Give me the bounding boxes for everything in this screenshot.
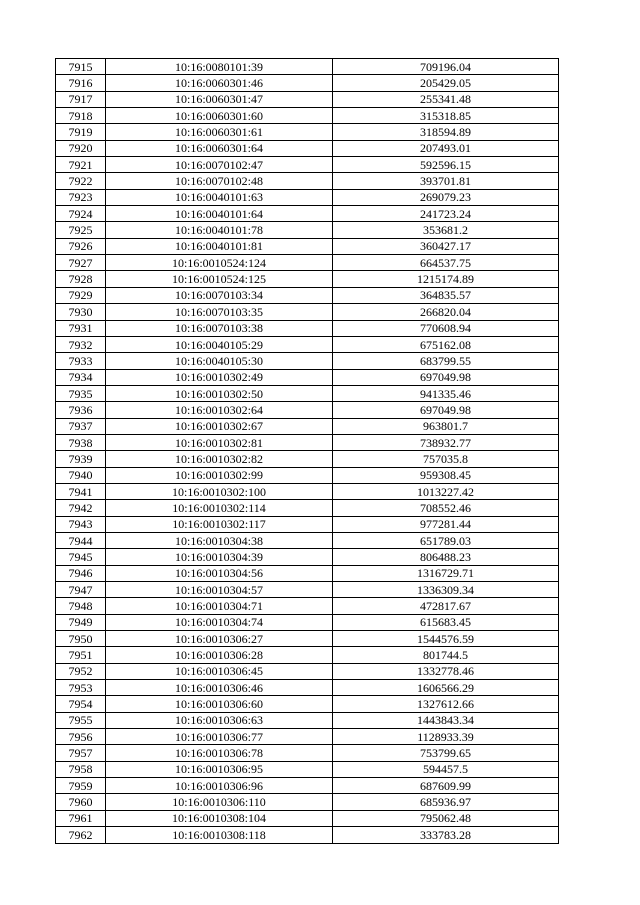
row-number-cell: 7941 xyxy=(56,483,106,499)
row-number-cell: 7962 xyxy=(56,827,106,843)
table-row xyxy=(56,124,559,140)
table-row xyxy=(56,385,559,401)
value-cell: 738932.77 xyxy=(333,434,559,450)
value-cell: 1013227.42 xyxy=(333,483,559,499)
cadastral-number-cell: 10:16:0010306:110 xyxy=(106,794,333,810)
row-number-cell: 7944 xyxy=(56,532,106,548)
table-row xyxy=(56,222,559,238)
table-row xyxy=(56,663,559,679)
table-row xyxy=(56,173,559,189)
value-cell: 360427.17 xyxy=(333,238,559,254)
value-cell: 241723.24 xyxy=(333,206,559,222)
table-row xyxy=(56,778,559,794)
value-cell: 592596.15 xyxy=(333,157,559,173)
row-number-cell: 7921 xyxy=(56,157,106,173)
cadastral-number-cell: 10:16:0060301:64 xyxy=(106,140,333,156)
cadastral-number-cell: 10:16:0070103:38 xyxy=(106,320,333,336)
cadastral-number-cell: 10:16:0010304:38 xyxy=(106,532,333,548)
row-number-cell: 7932 xyxy=(56,336,106,352)
value-cell: 683799.55 xyxy=(333,353,559,369)
table-row xyxy=(56,320,559,336)
table-row xyxy=(56,91,559,107)
cadastral-number-cell: 10:16:0040101:78 xyxy=(106,222,333,238)
row-number-cell: 7920 xyxy=(56,140,106,156)
table-row xyxy=(56,271,559,287)
row-number-cell: 7942 xyxy=(56,500,106,516)
cadastral-number-cell: 10:16:0010302:67 xyxy=(106,418,333,434)
table-row xyxy=(56,827,559,843)
table-row xyxy=(56,483,559,499)
row-number-cell: 7923 xyxy=(56,189,106,205)
row-number-cell: 7933 xyxy=(56,353,106,369)
cadastral-number-cell: 10:16:0010524:124 xyxy=(106,255,333,271)
cadastral-number-cell: 10:16:0010306:28 xyxy=(106,647,333,663)
cadastral-number-cell: 10:16:0010306:95 xyxy=(106,761,333,777)
value-cell: 1606566.29 xyxy=(333,680,559,696)
cadastral-number-cell: 10:16:0010524:125 xyxy=(106,271,333,287)
table-row xyxy=(56,631,559,647)
row-number-cell: 7936 xyxy=(56,402,106,418)
row-number-cell: 7930 xyxy=(56,304,106,320)
table-row xyxy=(56,500,559,516)
cadastral-number-cell: 10:16:0010302:50 xyxy=(106,385,333,401)
table-row xyxy=(56,336,559,352)
value-cell: 315318.85 xyxy=(333,108,559,124)
row-number-cell: 7953 xyxy=(56,680,106,696)
cadastral-number-cell: 10:16:0010306:63 xyxy=(106,712,333,728)
cadastral-number-cell: 10:16:0010304:57 xyxy=(106,582,333,598)
table-row xyxy=(56,238,559,254)
cadastral-number-cell: 10:16:0060301:61 xyxy=(106,124,333,140)
cadastral-number-cell: 10:16:0040101:64 xyxy=(106,206,333,222)
value-cell: 959308.45 xyxy=(333,467,559,483)
row-number-cell: 7931 xyxy=(56,320,106,336)
table-row xyxy=(56,369,559,385)
value-cell: 594457.5 xyxy=(333,761,559,777)
row-number-cell: 7961 xyxy=(56,810,106,826)
table-row xyxy=(56,516,559,532)
value-cell: 318594.89 xyxy=(333,124,559,140)
value-cell: 255341.48 xyxy=(333,91,559,107)
cadastral-number-cell: 10:16:0010308:104 xyxy=(106,810,333,826)
cadastral-number-cell: 10:16:0010306:78 xyxy=(106,745,333,761)
table-row xyxy=(56,614,559,630)
cadastral-number-cell: 10:16:0010302:82 xyxy=(106,451,333,467)
row-number-cell: 7952 xyxy=(56,663,106,679)
table-row xyxy=(56,467,559,483)
value-cell: 1332778.46 xyxy=(333,663,559,679)
row-number-cell: 7959 xyxy=(56,778,106,794)
table-row xyxy=(56,729,559,745)
table-row xyxy=(56,353,559,369)
value-cell: 393701.81 xyxy=(333,173,559,189)
table-row xyxy=(56,598,559,614)
row-number-cell: 7954 xyxy=(56,696,106,712)
row-number-cell: 7922 xyxy=(56,173,106,189)
cadastral-number-cell: 10:16:0070103:34 xyxy=(106,287,333,303)
row-number-cell: 7919 xyxy=(56,124,106,140)
value-cell: 205429.05 xyxy=(333,75,559,91)
row-number-cell: 7950 xyxy=(56,631,106,647)
row-number-cell: 7940 xyxy=(56,467,106,483)
cadastral-number-cell: 10:16:0010304:71 xyxy=(106,598,333,614)
cadastral-number-cell: 10:16:0010308:118 xyxy=(106,827,333,843)
table-row xyxy=(56,761,559,777)
row-number-cell: 7918 xyxy=(56,108,106,124)
value-cell: 770608.94 xyxy=(333,320,559,336)
table-row xyxy=(56,108,559,124)
cadastral-number-cell: 10:16:0010306:27 xyxy=(106,631,333,647)
row-number-cell: 7946 xyxy=(56,565,106,581)
cadastral-number-cell: 10:16:0010306:96 xyxy=(106,778,333,794)
row-number-cell: 7916 xyxy=(56,75,106,91)
cadastral-number-cell: 10:16:0010302:99 xyxy=(106,467,333,483)
cadastral-number-cell: 10:16:0070103:35 xyxy=(106,304,333,320)
table-row xyxy=(56,582,559,598)
row-number-cell: 7924 xyxy=(56,206,106,222)
row-number-cell: 7949 xyxy=(56,614,106,630)
table-row xyxy=(56,745,559,761)
value-cell: 801744.5 xyxy=(333,647,559,663)
row-number-cell: 7926 xyxy=(56,238,106,254)
value-cell: 472817.67 xyxy=(333,598,559,614)
cadastral-number-cell: 10:16:0010304:74 xyxy=(106,614,333,630)
table-row xyxy=(56,75,559,91)
value-cell: 687609.99 xyxy=(333,778,559,794)
table-row xyxy=(56,157,559,173)
value-cell: 1316729.71 xyxy=(333,565,559,581)
row-number-cell: 7938 xyxy=(56,434,106,450)
table-row xyxy=(56,189,559,205)
table-body xyxy=(56,59,559,844)
value-cell: 1544576.59 xyxy=(333,631,559,647)
row-number-cell: 7955 xyxy=(56,712,106,728)
cadastral-number-cell: 10:16:0010302:114 xyxy=(106,500,333,516)
row-number-cell: 7935 xyxy=(56,385,106,401)
table-row xyxy=(56,255,559,271)
cadastral-number-cell: 10:16:0010302:117 xyxy=(106,516,333,532)
value-cell: 1327612.66 xyxy=(333,696,559,712)
cadastral-number-cell: 10:16:0040101:81 xyxy=(106,238,333,254)
table-row xyxy=(56,794,559,810)
row-number-cell: 7927 xyxy=(56,255,106,271)
table-row xyxy=(56,565,559,581)
table-row xyxy=(56,59,559,75)
table-row xyxy=(56,696,559,712)
value-cell: 675162.08 xyxy=(333,336,559,352)
cadastral-number-cell: 10:16:0070102:48 xyxy=(106,173,333,189)
table-row xyxy=(56,712,559,728)
row-number-cell: 7958 xyxy=(56,761,106,777)
value-cell: 697049.98 xyxy=(333,402,559,418)
value-cell: 269079.23 xyxy=(333,189,559,205)
table-row xyxy=(56,418,559,434)
row-number-cell: 7915 xyxy=(56,59,106,75)
value-cell: 685936.97 xyxy=(333,794,559,810)
row-number-cell: 7957 xyxy=(56,745,106,761)
row-number-cell: 7928 xyxy=(56,271,106,287)
cadastral-number-cell: 10:16:0010302:64 xyxy=(106,402,333,418)
row-number-cell: 7960 xyxy=(56,794,106,810)
value-cell: 753799.65 xyxy=(333,745,559,761)
row-number-cell: 7943 xyxy=(56,516,106,532)
cadastral-number-cell: 10:16:0010304:39 xyxy=(106,549,333,565)
cadastral-number-cell: 10:16:0040101:63 xyxy=(106,189,333,205)
row-number-cell: 7947 xyxy=(56,582,106,598)
table-row xyxy=(56,810,559,826)
value-cell: 1215174.89 xyxy=(333,271,559,287)
cadastral-number-cell: 10:16:0080101:39 xyxy=(106,59,333,75)
table-row xyxy=(56,434,559,450)
cadastral-number-cell: 10:16:0010302:81 xyxy=(106,434,333,450)
cadastral-number-cell: 10:16:0010306:60 xyxy=(106,696,333,712)
table-row xyxy=(56,451,559,467)
cadastral-number-cell: 10:16:0010306:77 xyxy=(106,729,333,745)
value-cell: 266820.04 xyxy=(333,304,559,320)
cadastral-number-cell: 10:16:0010302:49 xyxy=(106,369,333,385)
value-cell: 963801.7 xyxy=(333,418,559,434)
row-number-cell: 7937 xyxy=(56,418,106,434)
value-cell: 941335.46 xyxy=(333,385,559,401)
value-cell: 364835.57 xyxy=(333,287,559,303)
table-row xyxy=(56,549,559,565)
table-row xyxy=(56,206,559,222)
table-row xyxy=(56,287,559,303)
cadastral-number-cell: 10:16:0070102:47 xyxy=(106,157,333,173)
cadastral-number-cell: 10:16:0040105:29 xyxy=(106,336,333,352)
row-number-cell: 7925 xyxy=(56,222,106,238)
value-cell: 795062.48 xyxy=(333,810,559,826)
table-row xyxy=(56,680,559,696)
row-number-cell: 7934 xyxy=(56,369,106,385)
value-cell: 664537.75 xyxy=(333,255,559,271)
row-number-cell: 7945 xyxy=(56,549,106,565)
row-number-cell: 7951 xyxy=(56,647,106,663)
cadastral-number-cell: 10:16:0060301:47 xyxy=(106,91,333,107)
value-cell: 757035.8 xyxy=(333,451,559,467)
cadastral-value-table xyxy=(55,58,559,844)
row-number-cell: 7917 xyxy=(56,91,106,107)
value-cell: 1336309.34 xyxy=(333,582,559,598)
value-cell: 1443843.34 xyxy=(333,712,559,728)
value-cell: 709196.04 xyxy=(333,59,559,75)
table-row xyxy=(56,532,559,548)
table-row xyxy=(56,647,559,663)
row-number-cell: 7929 xyxy=(56,287,106,303)
value-cell: 353681.2 xyxy=(333,222,559,238)
cadastral-number-cell: 10:16:0010304:56 xyxy=(106,565,333,581)
cadastral-number-cell: 10:16:0040105:30 xyxy=(106,353,333,369)
value-cell: 333783.28 xyxy=(333,827,559,843)
cadastral-number-cell: 10:16:0060301:46 xyxy=(106,75,333,91)
value-cell: 977281.44 xyxy=(333,516,559,532)
row-number-cell: 7948 xyxy=(56,598,106,614)
table-row xyxy=(56,140,559,156)
value-cell: 207493.01 xyxy=(333,140,559,156)
cadastral-number-cell: 10:16:0010306:46 xyxy=(106,680,333,696)
table-row xyxy=(56,304,559,320)
value-cell: 1128933.39 xyxy=(333,729,559,745)
value-cell: 806488.23 xyxy=(333,549,559,565)
row-number-cell: 7956 xyxy=(56,729,106,745)
value-cell: 697049.98 xyxy=(333,369,559,385)
value-cell: 615683.45 xyxy=(333,614,559,630)
value-cell: 651789.03 xyxy=(333,532,559,548)
cadastral-number-cell: 10:16:0060301:60 xyxy=(106,108,333,124)
cadastral-number-cell: 10:16:0010306:45 xyxy=(106,663,333,679)
row-number-cell: 7939 xyxy=(56,451,106,467)
value-cell: 708552.46 xyxy=(333,500,559,516)
cadastral-number-cell: 10:16:0010302:100 xyxy=(106,483,333,499)
table-row xyxy=(56,402,559,418)
